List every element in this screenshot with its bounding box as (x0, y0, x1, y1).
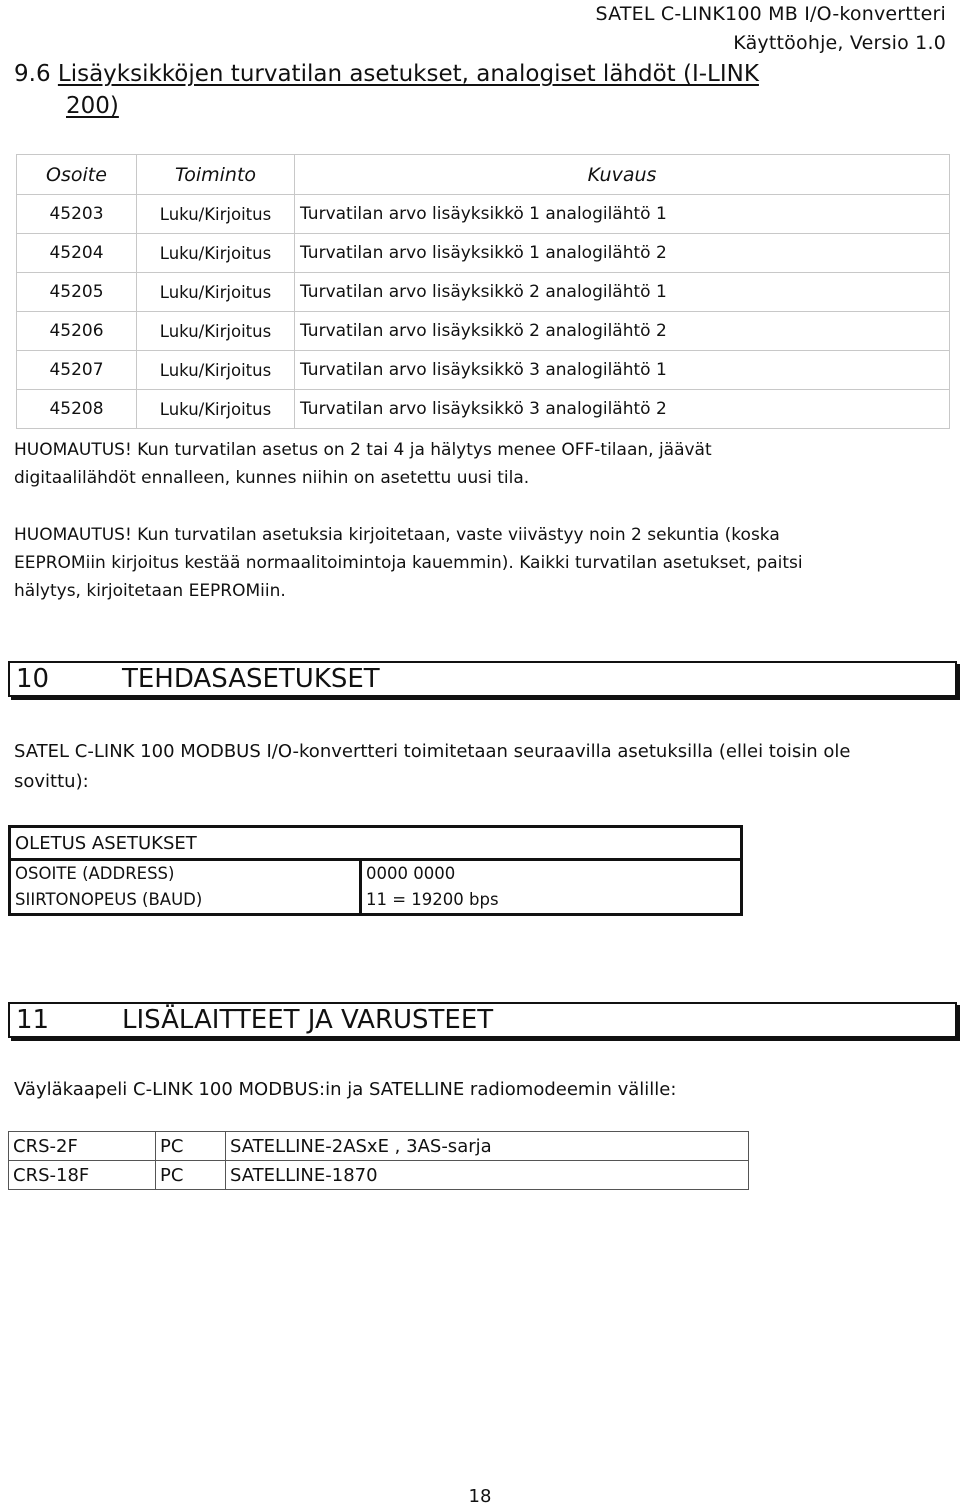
description-cell: Turvatilan arvo lisäyksikkö 3 analogilähtö 2 (295, 390, 950, 429)
table-header-row (10, 827, 742, 860)
section-title-line1: Lisäyksikköjen turvatilan asetukset, analogiset lähdöt (I-LINK (57, 61, 759, 87)
setting-value: 11 = 19200 bps (361, 886, 742, 915)
section-number: 9.6 (14, 61, 51, 87)
setting-name: SIIRTONOPEUS (BAUD) (10, 886, 361, 915)
section-11-heading (8, 1002, 957, 1038)
default-settings-table (8, 825, 743, 916)
function-cell: Luku/Kirjoitus (137, 351, 295, 390)
table-row (10, 860, 742, 887)
table-row (17, 195, 950, 234)
function-cell: Luku/Kirjoitus (137, 273, 295, 312)
note-2-line3: hälytys, kirjoitetaan EEPROMiin. (14, 581, 286, 601)
column-header-function: Toiminto (137, 155, 295, 195)
function-cell: Luku/Kirjoitus (137, 195, 295, 234)
note-2-line2: EEPROMiin kirjoitus kestää normaalitoimintoja kauemmin). Kaikki turvatilan asetukset, paitsi (14, 553, 803, 573)
address-cell: 45207 (17, 351, 137, 390)
section-number: 11 (16, 1005, 50, 1035)
table-row (10, 886, 742, 915)
document-version: Käyttöohje, Versio 1.0 (733, 32, 946, 54)
table-row (17, 351, 950, 390)
section-number: 10 (16, 664, 50, 694)
document-title: SATEL C-LINK100 MB I/O-konvertteri (595, 3, 946, 25)
section-title: LISÄLAITTEET JA VARUSTEET (122, 1005, 494, 1035)
description-cell: Turvatilan arvo lisäyksikkö 1 analogilähtö 2 (295, 234, 950, 273)
device-type: PC (156, 1161, 226, 1190)
function-cell: Luku/Kirjoitus (137, 312, 295, 351)
intro-line1: SATEL C-LINK 100 MODBUS I/O-konvertteri toimitetaan seuraavilla asetuksilla (ellei toisin ole (14, 741, 851, 762)
page-number: 18 (468, 1486, 492, 1507)
description-cell: Turvatilan arvo lisäyksikkö 2 analogilähtö 1 (295, 273, 950, 312)
intro-line2: sovittu): (14, 771, 89, 792)
section-title: TEHDASASETUKSET (122, 664, 380, 694)
note-1 (14, 436, 944, 492)
address-cell: 45203 (17, 195, 137, 234)
table-row (17, 273, 950, 312)
register-table (16, 154, 950, 429)
table-row (9, 1132, 749, 1161)
cable-code: CRS-2F (9, 1132, 156, 1161)
address-cell: 45208 (17, 390, 137, 429)
note-1-line1: HUOMAUTUS! Kun turvatilan asetus on 2 tai 4 ja hälytys menee OFF-tilaan, jäävät (14, 440, 712, 460)
function-cell: Luku/Kirjoitus (137, 234, 295, 273)
address-cell: 45204 (17, 234, 137, 273)
note-2-line1: HUOMAUTUS! Kun turvatilan asetuksia kirjoitetaan, vaste viivästyy noin 2 sekuntia (koska (14, 525, 780, 545)
note-2 (14, 521, 944, 605)
table-row (9, 1161, 749, 1190)
device-type: PC (156, 1132, 226, 1161)
cable-code: CRS-18F (9, 1161, 156, 1190)
description-cell: Turvatilan arvo lisäyksikkö 2 analogilähtö 2 (295, 312, 950, 351)
column-header-address: Osoite (17, 155, 137, 195)
table-row (17, 312, 950, 351)
table-header-row (17, 155, 950, 195)
setting-name: OSOITE (ADDRESS) (10, 860, 361, 887)
setting-value: 0000 0000 (361, 860, 742, 887)
defaults-header: OLETUS ASETUKSET (10, 827, 742, 860)
table-row (17, 390, 950, 429)
section-10-heading (8, 661, 957, 697)
accessories-table (8, 1131, 749, 1190)
address-cell: 45206 (17, 312, 137, 351)
section-10-intro (14, 737, 944, 797)
function-cell: Luku/Kirjoitus (137, 390, 295, 429)
modem-model: SATELLINE-1870 (226, 1161, 749, 1190)
description-cell: Turvatilan arvo lisäyksikkö 3 analogilähtö 1 (295, 351, 950, 390)
column-header-description: Kuvaus (295, 155, 950, 195)
modem-model: SATELLINE-2ASxE , 3AS-sarja (226, 1132, 749, 1161)
note-1-line2: digitaalilähdöt ennalleen, kunnes niihin on asetettu uusi tila. (14, 468, 530, 488)
table-row (17, 234, 950, 273)
section-9-6-heading (14, 58, 914, 122)
address-cell: 45205 (17, 273, 137, 312)
description-cell: Turvatilan arvo lisäyksikkö 1 analogilähtö 1 (295, 195, 950, 234)
section-11-intro: Väyläkaapeli C-LINK 100 MODBUS:in ja SATELLINE radiomodeemin välille: (14, 1079, 677, 1100)
section-title-line2: 200) (66, 93, 119, 119)
